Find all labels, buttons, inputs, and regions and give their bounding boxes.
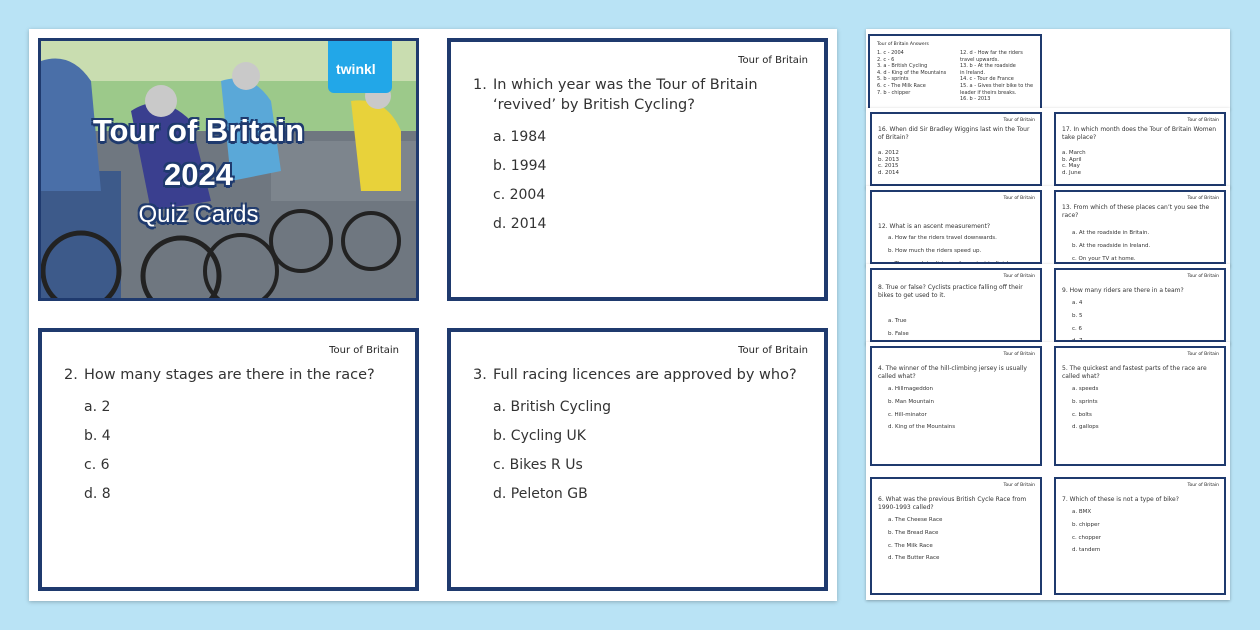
- option-list: [84, 399, 111, 515]
- mini-card-6: Tour of Britain 6. What was the previous British Cycle Race from 1990-1993 called? a. The Cheese Race b. The Bread Race c. The Milk Race d. The Butter Race: [870, 477, 1042, 595]
- option-b: b. 4: [84, 428, 111, 444]
- option-b: b. 1994: [493, 158, 547, 174]
- question-text: 3. Full racing licences are approved by who?: [473, 367, 797, 383]
- card-brand-label: Tour of Britain: [738, 55, 808, 66]
- answers-left-column: 1. c - 2004 2. c - 6 3. a - British Cycling 4. d - King of the Mountains 5. b - sprints 6. c - The Milk Race 7. b - chipper: [877, 50, 947, 96]
- twinkl-logo: twinkl: [328, 41, 392, 93]
- mini-card-13: Tour of Britain 13. From which of these places can’t you see the race? a. At the roadside in Britain. b. At the roadside in Ireland. c. On your TV at home.: [1054, 190, 1226, 264]
- mini-card-16: Tour of Britain 16. When did Sir Bradley Wiggins last win the Tour of Britain? a. 2012 b. 2013 c. 2015 d. 2014: [870, 112, 1042, 186]
- option-d: d. Peleton GB: [493, 486, 588, 502]
- cover-title: Tour of Britain: [92, 113, 305, 148]
- option-d: d. 8: [84, 486, 111, 502]
- mini-card-9: Tour of Britain 9. How many riders are there in a team? a. 4 b. 5 c. 6 d. 7: [1054, 268, 1226, 342]
- cover-year: 2024: [164, 157, 233, 192]
- option-list: [493, 399, 611, 515]
- mini-card-5: Tour of Britain 5. The quickest and fastest parts of the race are called what? a. speeds b. sprints c. bolts d. gallops: [1054, 346, 1226, 466]
- mini-card-12: Tour of Britain 12. What is an ascent measurement? a. How far the riders travel downwards. b. How much the riders speed up. c. The complete distance from start to finish.: [870, 190, 1042, 264]
- mini-card-17: Tour of Britain 17. In which month does the Tour of Britain Women take place? a. March b. April c. May d. June: [1054, 112, 1226, 186]
- option-a: a. 2: [84, 399, 111, 415]
- option-b: b. Cycling UK: [493, 428, 586, 444]
- cover-card: [38, 38, 419, 301]
- option-a: a. 1984: [493, 129, 547, 145]
- mini-card-4: Tour of Britain 4. The winner of the hill-climbing jersey is usually called what? a. Hillmageddon b. Man Mountain c. Hill-minator d. King of the Mountains: [870, 346, 1042, 466]
- option-a: a. British Cycling: [493, 399, 612, 415]
- card-brand-label: Tour of Britain: [738, 345, 808, 356]
- answers-card: Tour of Britain Answers 1. c - 2004 2. c - 6 3. a - British Cycling 4. d - King of the Mountains 5. b - sprints 6. c - The Milk Race 7. b - chipper 12. d - How far the riders travel upwards. 13. b - At the roadside in Ireland. 14. c - Tour de France 15. a - Gives their bike to the leader if theirs breaks. 16. b - 2013: [868, 34, 1042, 110]
- cover-subtitle: Quiz Cards: [138, 201, 259, 228]
- question-text: 1. In which year was the Tour of Britain ‘revived’ by British Cycling?: [473, 77, 758, 113]
- quiz-card-1: [447, 38, 828, 301]
- option-c: c. 6: [84, 457, 110, 473]
- option-list: [493, 129, 546, 245]
- option-c: c. 2004: [493, 187, 546, 203]
- card-brand-label: Tour of Britain: [329, 345, 399, 356]
- answers-right-column: 12. d - How far the riders travel upwards. 13. b - At the roadside in Ireland. 14. c - Tour de France 15. a - Gives their bike to the leader if theirs breaks. 16. b - 2013: [960, 50, 1034, 103]
- quiz-card-2: [38, 328, 419, 591]
- quiz-card-3: [447, 328, 828, 591]
- mini-card-7: Tour of Britain 7. Which of these is not a type of bike? a. BMX b. chipper c. chopper d. tandem: [1054, 477, 1226, 595]
- mini-card-8: Tour of Britain 8. True or false? Cyclists practice falling off their bikes to get used to it. a. True b. False: [870, 268, 1042, 342]
- question-text: 2. How many stages are there in the race?: [64, 367, 375, 383]
- option-d: d. 2014: [493, 216, 547, 232]
- option-c: c. Bikes R Us: [493, 457, 583, 473]
